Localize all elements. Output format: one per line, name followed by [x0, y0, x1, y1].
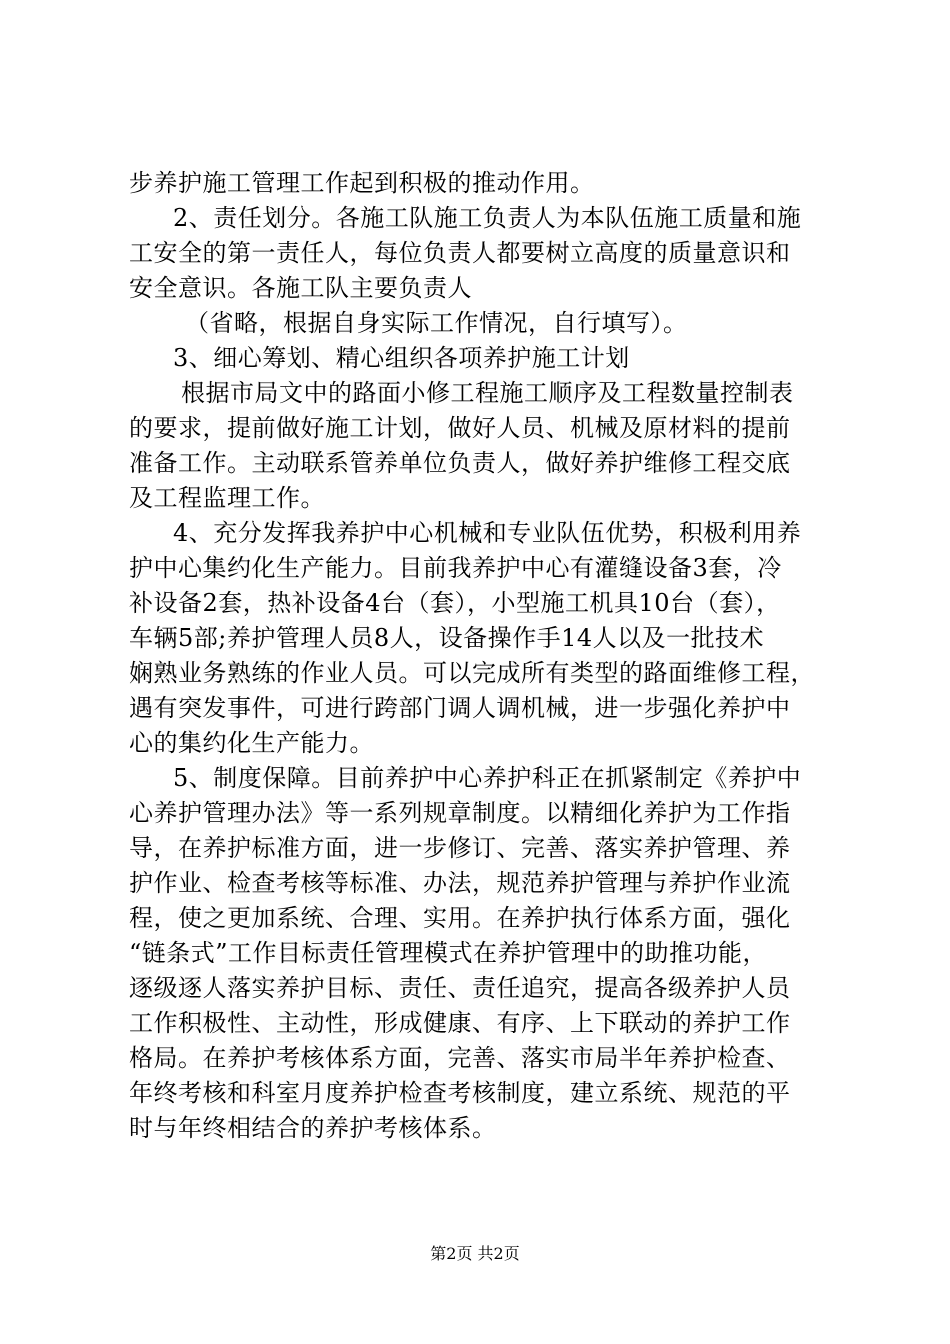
text-line: 车辆5部;养护管理人员8人，设备操作手14人以及一批技术 [129, 624, 765, 652]
text-line: 的要求，提前做好施工计划，做好人员、机械及原材料的提前 [129, 414, 791, 442]
text-line: “链条式”工作目标责任管理模式在养护管理中的助推功能， [129, 939, 768, 967]
paragraph-start-basis: 根据市局文中的路面小修工程施工顺序及工程数量控制表 [181, 379, 794, 407]
text-line: 遇有突发事件，可进行跨部门调人调机械，进一步强化养护中 [129, 694, 791, 722]
document-body [129, 166, 829, 1146]
text-line: 及工程监理工作。 [129, 484, 325, 512]
text-line: 护作业、检查考核等标准、办法，规范养护管理与养护作业流 [129, 869, 791, 897]
text-line: 心的集约化生产能力。 [129, 729, 374, 757]
text-line: 年终考核和科室月度养护检查考核制度，建立系统、规范的平 [129, 1079, 791, 1107]
paragraph-start-advantages: 4、充分发挥我养护中心机械和专业队伍优势，积极利用养 [173, 519, 802, 547]
text-line: 导，在养护标准方面，进一步修订、完善、落实养护管理、养 [129, 834, 791, 862]
text-line: 护中心集约化生产能力。目前我养护中心有灌缝设备3套，冷 [129, 554, 782, 582]
text-line: 时与年终相结合的养护考核体系。 [129, 1114, 497, 1142]
paragraph-start-system: 5、制度保障。目前养护中心养护科正在抓紧制定《养护中 [173, 764, 802, 792]
paragraph-start-responsibility: 2、责任划分。各施工队施工负责人为本队伍施工质量和施 [173, 204, 802, 232]
text-line-omitted-note: （省略，根据自身实际工作情况，自行填写）。 [185, 309, 688, 337]
text-line: 工安全的第一责任人，每位负责人都要树立高度的质量意识和 [129, 239, 791, 267]
text-line: 工作积极性、主动性，形成健康、有序、上下联动的养护工作 [129, 1009, 791, 1037]
text-line: 逐级逐人落实养护目标、责任、责任追究，提高各级养护人员 [129, 974, 791, 1002]
text-line: 程，使之更加系统、合理、实用。在养护执行体系方面，强化 [129, 904, 791, 932]
text-line: 心养护管理办法》等一系列规章制度。以精细化养护为工作指 [129, 799, 791, 827]
text-line: 安全意识。各施工队主要负责人 [129, 274, 472, 302]
page-number-footer: 第2页 共2页 [430, 1244, 520, 1263]
text-line: 补设备2套，热补设备4台（套），小型施工机具10台（套）， [129, 589, 781, 617]
text-line: 娴熟业务熟练的作业人员。可以完成所有类型的路面维修工程， [129, 659, 815, 687]
text-line: 格局。在养护考核体系方面，完善、落实市局半年养护检查、 [129, 1044, 791, 1072]
paragraph-start-planning: 3、细心筹划、精心组织各项养护施工计划 [173, 344, 630, 372]
text-line: 准备工作。主动联系管养单位负责人，做好养护维修工程交底 [129, 449, 791, 477]
text-line: 步养护施工管理工作起到积极的推动作用。 [129, 169, 595, 197]
